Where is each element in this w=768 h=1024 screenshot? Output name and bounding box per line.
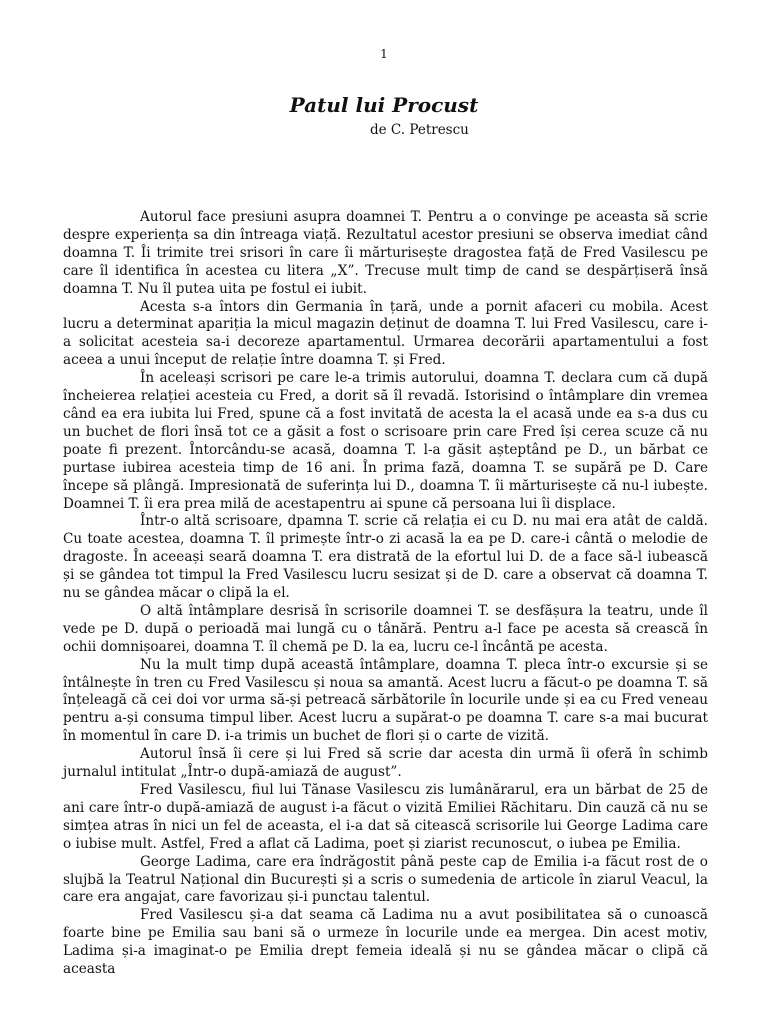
paragraph: Autorul face presiuni asupra doamnei T. Pentru a o convinge pe aceasta să scrie despre experiența sa din întreaga viață. Rezultatul acestor presiuni se observa imediat când doamna T. Îi trimite trei srisori în care îi mărturisește dragostea față de Fred Vasilescu pe care îl identifica în acestea cu litera „X”. Trecuse mult timp de cand se despărțiseră însă doamna T. Nu îl putea uita pe fostul ei iubit. [63, 209, 708, 297]
paragraph: Nu la mult timp după această întâmplare, doamna T. pleca într-o excursie și se întâlnește în tren cu Fred Vasilescu și noua sa amantă. Acest lucru a făcut-o pe doamna T. să înțeleagă că cei doi vor urma să-și petreacă sărbătorile în locurile unde și ea cu Fred veneau pentru a-și consuma timpul liber. Acest lucru a supărat-o pe doamna T. care s-a mai bucurat în momentul în care D. i-a trimis un buchet de flori și o carte de vizită. [63, 656, 708, 745]
paragraph: Într-o altă scrisoare, dpamna T. scrie că relația ei cu D. nu mai era atât de caldă. Cu toate acestea, doamna T. îl primește într-o zi acasă la ea pe D. care-i cântă o melodie de dragoste. În aceeași seară doamna T. era distrată de la efortul lui D. de a face să-l iubească și se gândea tot timpul la Fred Vasilescu lucru sesizat și de D. care a observat că doamna T. nu se gândea măcar o clipă la el. [63, 513, 708, 602]
paragraph: Fred Vasilescu și-a dat seama că Ladima nu a avut posibilitatea să o cunoască foarte bine pe Emilia sau bani să o urmeze în locurile unde ea mergea. Din acest motiv, Ladima și-a imaginat-o pe Emilia drept femeia ideală și nu se gândea măcar o clipă că aceasta [63, 907, 708, 978]
body-text [63, 209, 708, 979]
document-title: Patul lui Procust [289, 93, 479, 117]
page-number: 1 [380, 47, 388, 61]
paragraph: În aceleași scrisori pe care le-a trimis autorului, doamna T. declara cum că după încheierea relației acesteia cu Fred, a dorit să îl revadă. Istorisind o întâmplare din vremea când ea era iubita lui Fred, spune că a fost invitată de acesta la el acasă unde ea s-a dus cu un buchet de flori însă tot ce a găsit a fost o scrisoare prin care Fred își cerea scuze că nu poate fi prezent. Întorcându-se acasă, doamna T. l-a găsit așteptând pe D., un bărbat ce purtase iubirea acesteia timp de 16 ani. În prima fază, doamna T. se supără pe D. Care începe să plângă. Impresionată de suferința lui D., doamna T. îi mărturisește că nu-l iubește. Doamnei T. îi era prea milă de acestapentru ai spune că persoana lui îi displace. [63, 370, 708, 512]
document-author: de C. Petrescu [370, 122, 469, 138]
paragraph: Fred Vasilescu, fiul lui Tănase Vasilescu zis lumânărarul, era un bărbat de 25 de ani care într-o după-amiază de august i-a făcut o vizită Emiliei Răchitaru. Din cauză că nu se simțea atras în nici un fel de aceasta, el i-a dat să citească scrisorile lui George Ladima care o iubise mult. Astfel, Fred a aflat că Ladima, poet și ziarist recunoscut, o iubea pe Emilia. [63, 782, 708, 852]
paragraph: George Ladima, care era îndrăgostit până peste cap de Emilia i-a făcut rost de o slujbă la Teatrul Național din București și a scris o sumedenia de articole în ziarul Veacul, la care era angajat, care favorizau și-i punctau talentul. [63, 853, 708, 906]
paragraph: O altă întâmplare desrisă în scrisorile doamnei T. se desfășura la teatru, unde îl vede pe D. după o perioadă mai lungă cu o tânără. Pentru a-l face pe acesta să crească în ochii domnișoarei, doamna T. îl chemă pe D. la ea, lucru ce-l încântă pe acesta. [63, 602, 708, 655]
paragraph: Autorul însă îi cere și lui Fred să scrie dar acesta din urmă îi oferă în schimb jurnalul intitulat „Într-o după-amiază de august”. [63, 746, 708, 781]
paragraph: Acesta s-a întors din Germania în țară, unde a pornit afaceri cu mobila. Acest lucru a determinat apariția la micul magazin deținut de doamna T. lui Fred Vasilescu, care i-a solicitat acesteia sa-i decoreze apartamentul. Urmarea decorării apartamentului a fost aceea a unui început de relație între doamna T. și Fred. [63, 298, 708, 369]
